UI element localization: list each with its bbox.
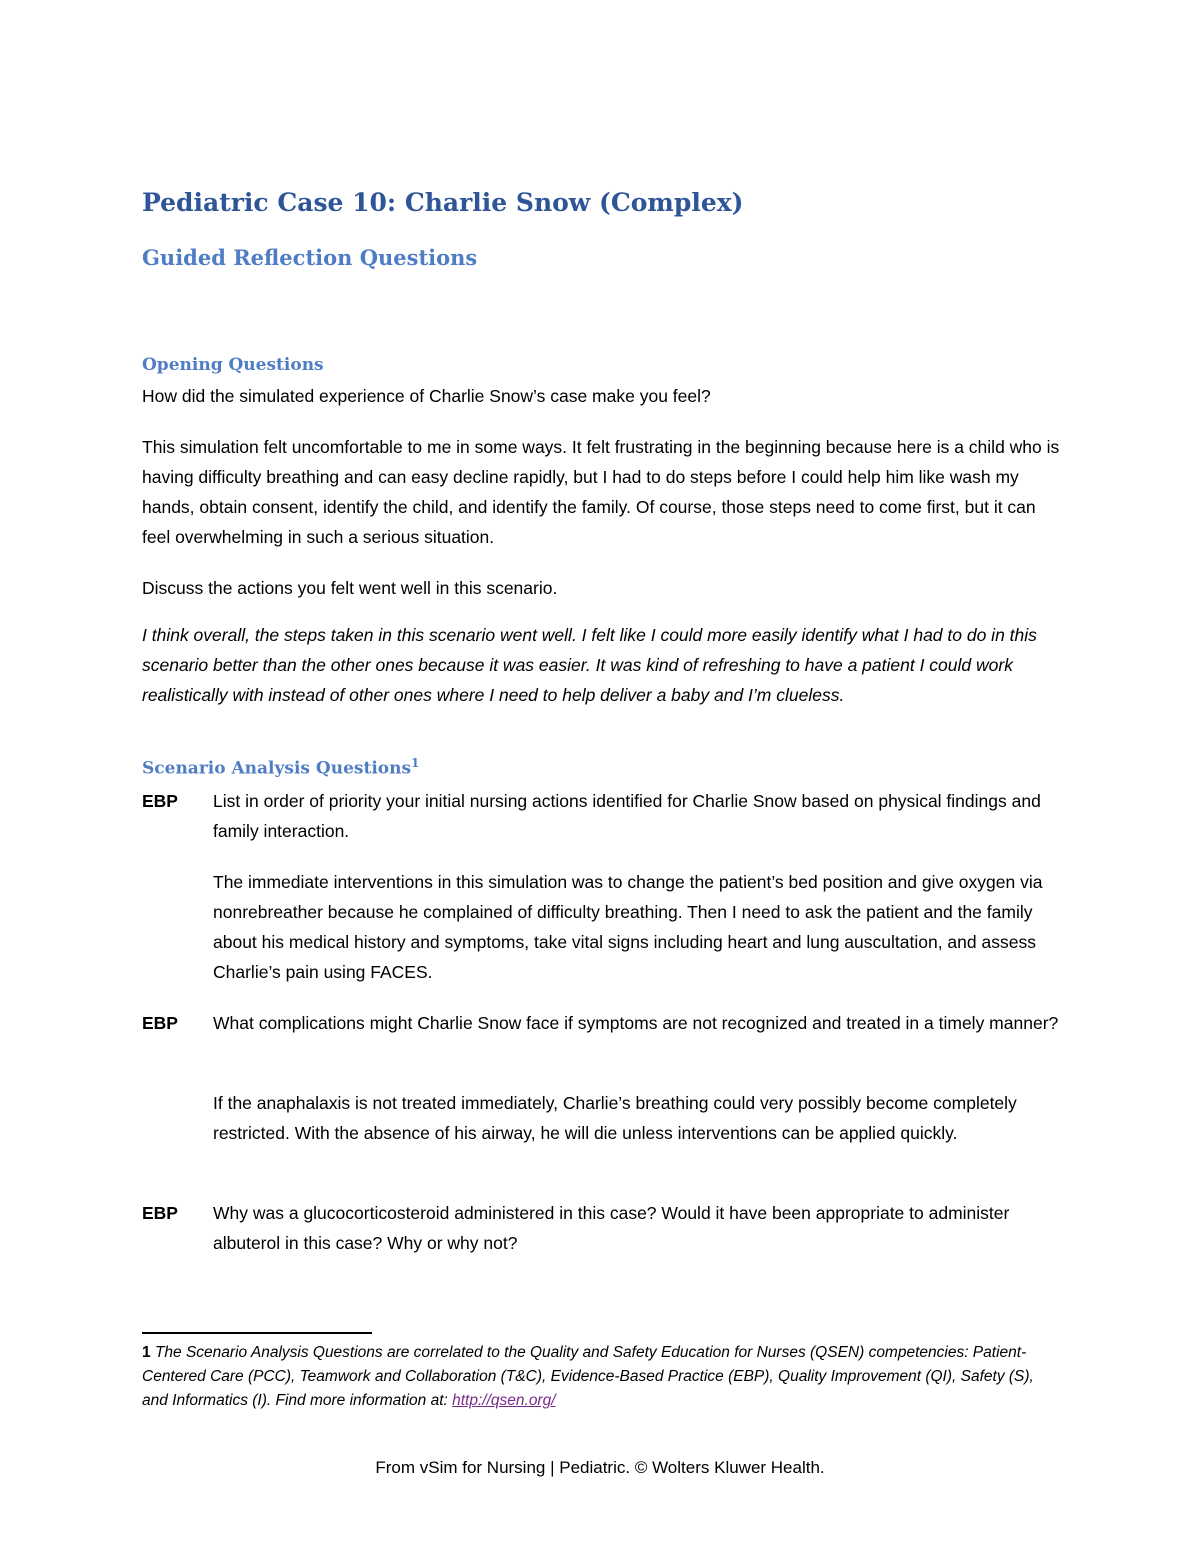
opening-question-1: How did the simulated experience of Charlie Snow’s case make you feel?	[142, 386, 711, 406]
analysis-question: What complications might Charlie Snow face if symptoms are not recognized and treated in a timely manner?	[213, 1013, 1059, 1033]
analysis-question: Why was a glucocorticosteroid administered in this case? Would it have been appropriate to administer albuterol in this case? Why or why not?	[213, 1203, 1010, 1253]
footnote-number: 1	[142, 1344, 151, 1361]
opening-answer-2: I think overall, the steps taken in this scenario went well. I felt like I could more easily identify what I had to do in this scenario better than the other ones because it was easier. It was kind of refreshing to have a patient I could work realistically with instead of other ones where I need to help deliver a baby and I’m clueless.	[142, 625, 1037, 705]
document-subtitle: Guided Reflection Questions	[142, 245, 478, 270]
ebp-label: EBP	[142, 791, 178, 811]
footnote-divider	[142, 1332, 372, 1334]
analysis-question: List in order of priority your initial nursing actions identified for Charlie Snow based on physical findings and family interaction.	[213, 791, 1041, 841]
opening-answer-1: This simulation felt uncomfortable to me in some ways. It felt frustrating in the beginning because here is a child who is having difficulty breathing and can easy decline rapidly, but I had to do steps before I could help him like wash my hands, obtain consent, identify the child, and identify the family. Of course, those steps need to come first, but it can feel overwhelming in such a serious situation.	[142, 437, 1060, 547]
analysis-answer: If the anaphalaxis is not treated immediately, Charlie’s breathing could very possibly become completely restricted. With the absence of his airway, he will die unless interventions can be applied quickly.	[213, 1093, 1017, 1143]
scenario-analysis-heading-text: Scenario Analysis Questions	[142, 758, 412, 779]
scenario-analysis-heading	[142, 756, 419, 779]
qsen-link[interactable]: http://qsen.org/	[452, 1392, 556, 1409]
page-footer: From vSim for Nursing | Pediatric. © Wolters Kluwer Health.	[375, 1458, 825, 1477]
ebp-label: EBP	[142, 1203, 178, 1223]
footnote-reference: 1	[411, 756, 420, 770]
ebp-label: EBP	[142, 1013, 178, 1033]
opening-question-2: Discuss the actions you felt went well in this scenario.	[142, 578, 558, 598]
footnote	[142, 1341, 1042, 1413]
opening-questions-heading: Opening Questions	[142, 355, 324, 375]
document-title: Pediatric Case 10: Charlie Snow (Complex)	[142, 188, 744, 217]
footnote-text: The Scenario Analysis Questions are correlated to the Quality and Safety Education for Nurses (QSEN) competencies: Patient-Centered Care (PCC), Teamwork and Collaboration (T&C), Evidence-Based Practice (EBP), Quality Improvement (QI), Safety (S), and Informatics (I). Find more information at:	[142, 1344, 1034, 1409]
analysis-answer: The immediate interventions in this simulation was to change the patient’s bed position and give oxygen via nonrebreather because he complained of difficulty breathing. Then I need to ask the patient and the family about his medical history and symptoms, take vital signs including heart and lung auscultation, and assess Charlie’s pain using FACES.	[213, 872, 1043, 982]
